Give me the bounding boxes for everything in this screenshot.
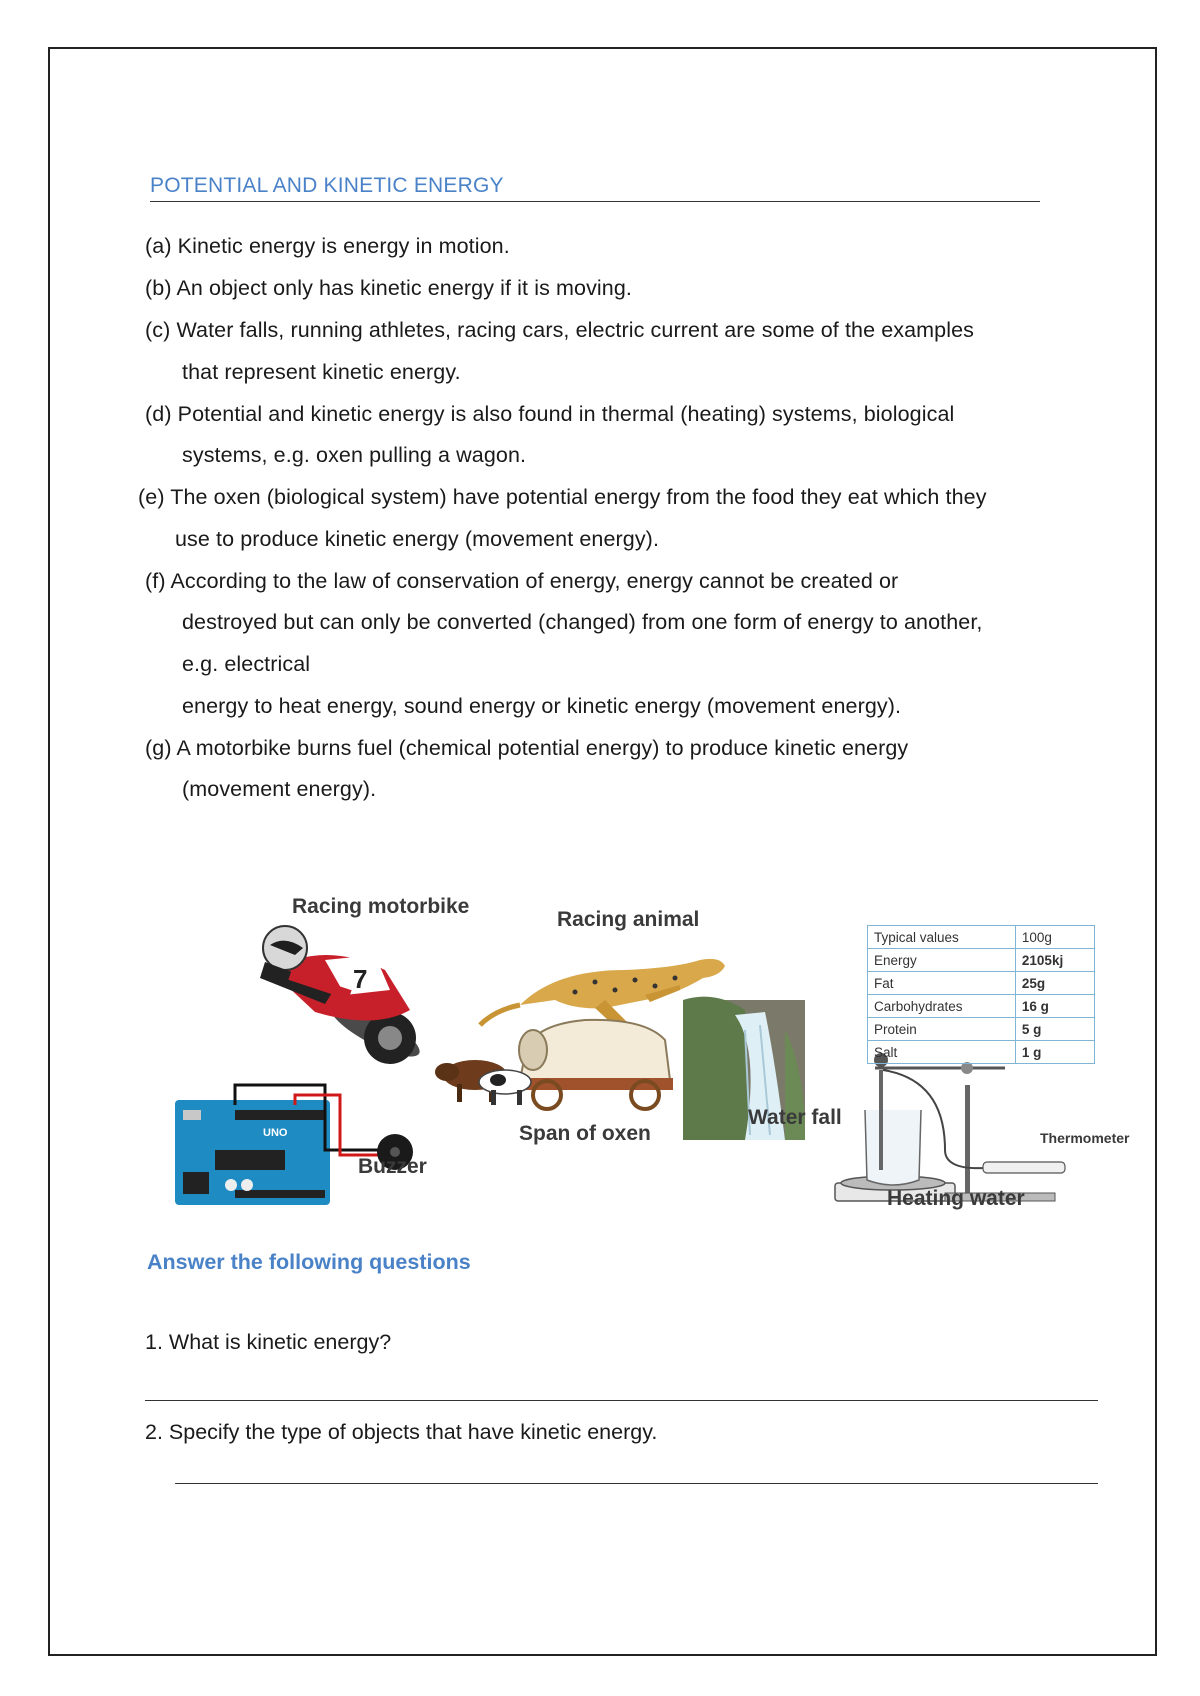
question-2: 2. Specify the type of objects that have kinetic energy. xyxy=(145,1420,658,1444)
oxen-wagon-image xyxy=(435,1020,673,1109)
note-f-cont1: destroyed but can only be converted (changed) from one form of energy to another, xyxy=(182,610,983,634)
animal-label: Racing animal xyxy=(557,908,700,931)
note-b: (b) An object only has kinetic energy if it is moving. xyxy=(145,276,632,300)
motorbike-image xyxy=(260,926,426,1066)
note-a: (a) Kinetic energy is energy in motion. xyxy=(145,234,510,258)
table-cell: 25g xyxy=(1015,972,1094,995)
answer-line-1[interactable] xyxy=(145,1400,1098,1401)
note-f-cont2: e.g. electrical xyxy=(182,652,311,676)
oxen-label: Span of oxen xyxy=(519,1122,651,1145)
buzzer-label: Buzzer xyxy=(358,1155,427,1178)
answer-line-2[interactable] xyxy=(175,1483,1098,1484)
svg-text:7: 7 xyxy=(353,964,368,994)
motorbike-label: Racing motorbike xyxy=(292,895,470,918)
energy-examples-figure xyxy=(175,895,1140,1235)
table-cell: 16 g xyxy=(1015,995,1094,1018)
table-cell: Typical values xyxy=(868,926,1016,949)
note-c-cont: that represent kinetic energy. xyxy=(182,360,461,384)
table-cell: 2105kj xyxy=(1015,949,1094,972)
question-1: 1. What is kinetic energy? xyxy=(145,1330,392,1354)
table-row xyxy=(868,949,1095,972)
note-f: (f) According to the law of conservation of energy, energy cannot be created or xyxy=(145,569,899,593)
heating-water-label: Heating water xyxy=(887,1187,1025,1210)
table-cell: Fat xyxy=(868,972,1016,995)
table-row xyxy=(868,1041,1095,1064)
note-g: (g) A motorbike burns fuel (chemical potential energy) to produce kinetic energy xyxy=(145,736,909,760)
waterfall-label: Water fall xyxy=(748,1106,842,1129)
table-row xyxy=(868,1018,1095,1041)
table-cell: 100g xyxy=(1015,926,1094,949)
note-c: (c) Water falls, running athletes, racing cars, electric current are some of the examples xyxy=(145,318,975,342)
note-d-cont: systems, e.g. oxen pulling a wagon. xyxy=(182,443,527,467)
nutrition-table xyxy=(867,925,1095,1064)
note-e-cont: use to produce kinetic energy (movement energy). xyxy=(175,527,660,551)
page-title: POTENTIAL AND KINETIC ENERGY xyxy=(150,174,1040,202)
table-cell: Protein xyxy=(868,1018,1016,1041)
table-row xyxy=(868,995,1095,1018)
table-cell: Salt xyxy=(868,1041,1016,1064)
note-e: (e) The oxen (biological system) have potential energy from the food they eat which they xyxy=(138,485,987,509)
answer-heading: Answer the following questions xyxy=(147,1250,471,1274)
table-cell: 1 g xyxy=(1015,1041,1094,1064)
table-cell: 5 g xyxy=(1015,1018,1094,1041)
table-cell: Energy xyxy=(868,949,1016,972)
table-row xyxy=(868,972,1095,995)
table-row xyxy=(868,926,1095,949)
heating-water-image xyxy=(835,1053,1065,1201)
note-f-cont3: energy to heat energy, sound energy or kinetic energy (movement energy). xyxy=(182,694,902,718)
note-g-cont: (movement energy). xyxy=(182,777,377,801)
arduino-board-text: UNO xyxy=(263,1127,288,1139)
table-cell: Carbohydrates xyxy=(868,995,1016,1018)
thermometer-label: Thermometer xyxy=(1040,1130,1130,1146)
note-d: (d) Potential and kinetic energy is also found in thermal (heating) systems, biological xyxy=(145,402,955,426)
arduino-circuit-image xyxy=(175,1085,413,1205)
